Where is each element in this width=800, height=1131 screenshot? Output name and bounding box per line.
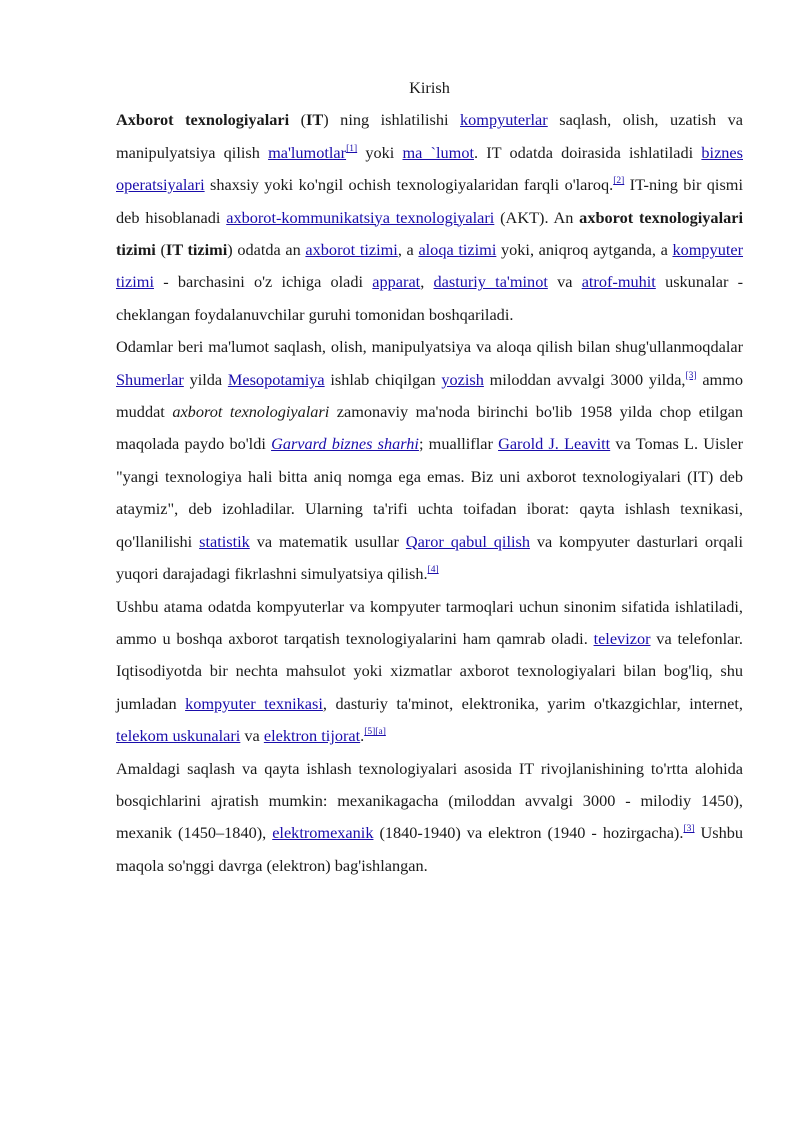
paragraph	[116, 591, 743, 753]
body-text: IT-ning bir qismi deb hisoblanadi	[116, 175, 743, 227]
citation-link[interactable]: [1]	[346, 143, 358, 154]
citation-superscript	[683, 824, 694, 834]
body-text: yoki, aniqroq aytganda, a	[496, 240, 673, 260]
body-text: va	[240, 726, 264, 746]
hyperlink[interactable]: kompyuterlar	[460, 110, 548, 130]
body-text: ) ning ishlatilishi	[323, 110, 460, 130]
bold-text: Axborot texnologiyalari	[116, 110, 290, 130]
paragraph	[116, 331, 743, 590]
paragraph	[116, 104, 743, 331]
hyperlink[interactable]: ma'lumotlar	[268, 142, 347, 162]
hyperlink[interactable]: apparat	[372, 272, 421, 292]
body-text: miloddan avvalgi 3000 yilda,	[483, 369, 686, 389]
body-text: va	[547, 272, 582, 292]
body-text: , dasturiy ta'minot, elektronika, yarim o'tkazgichlar, internet,	[322, 693, 743, 713]
article-body	[116, 72, 743, 882]
citation-superscript	[686, 371, 697, 381]
hyperlink[interactable]: Qaror qabul qilish	[405, 531, 530, 551]
body-text: , a	[397, 240, 419, 260]
body-text: uskunalar - cheklangan foydalanuvchilar guruhi tomonidan boshqariladi.	[116, 272, 744, 324]
body-text: yilda	[183, 369, 228, 389]
italic-text: axborot texnologiyalari	[172, 402, 330, 422]
body-text: va kompyuter dasturlari orqali yuqori darajadagi fikrlashni simulyatsiya qilish.	[116, 531, 743, 584]
citation-superscript	[428, 565, 439, 575]
hyperlink[interactable]: televizor	[593, 628, 651, 648]
body-text: va matematik usullar	[249, 531, 406, 551]
citation-link[interactable]: [3]	[683, 824, 695, 835]
body-text: yoki	[357, 142, 403, 162]
body-text: (AKT). An	[494, 207, 580, 227]
hyperlink[interactable]: statistik	[199, 531, 250, 551]
hyperlink[interactable]: Shumerlar	[116, 369, 184, 389]
hyperlink[interactable]: ma `lumot	[402, 142, 474, 162]
hyperlink[interactable]: Garold J. Leavitt	[498, 434, 611, 454]
citation-superscript	[613, 176, 624, 186]
citation-link[interactable]: [4]	[427, 564, 439, 575]
body-text: shaxsiy yoki ko'ngil ochish texnologiyalaridan farqli o'laroq.	[204, 175, 614, 195]
hyperlink[interactable]: biznes operatsiyalari	[116, 142, 743, 195]
hyperlink[interactable]: kompyuter tizimi	[116, 240, 744, 292]
body-text: Odamlar beri ma'lumot saqlash, olish, manipulyatsiya va aloqa qilish bilan shug'ullanmoqdalar	[116, 337, 743, 357]
hyperlink[interactable]: axborot-kommunikatsiya texnologiyalari	[226, 207, 495, 227]
paragraph-container	[116, 104, 743, 882]
hyperlink[interactable]: Garvard biznes sharhi	[271, 434, 419, 454]
hyperlink[interactable]: axborot tizimi	[305, 240, 398, 260]
citation-link[interactable]: [2]	[613, 176, 625, 187]
citation-link[interactable]: [5][a]	[364, 727, 386, 737]
citation-superscript	[346, 144, 357, 154]
body-text: . IT odatda doirasida ishlatiladi	[473, 142, 702, 162]
body-text: va Tomas L. Uisler "yangi texnologiya hali bitta aniq nomga ega emas. Biz uni axborot texnologiyalari (IT) deb ataymiz", deb izohladilar. Ularning ta'rifi uchta toifadan iborat: qayta ishlash texnikasi, qo'llanilishi	[116, 434, 744, 551]
citation-superscript	[364, 727, 386, 737]
body-text: saqlash, olish, uzatish va manipulyatsiya qilish	[116, 110, 743, 162]
body-text: ishlab chiqilgan	[324, 369, 442, 389]
body-text: ,	[420, 272, 434, 292]
body-text: Ushbu atama odatda kompyuterlar va kompyuter tarmoqlari uchun sinonim sifatida ishlatiladi, ammo u boshqa axborot tarqatish texnologiyalarini ham qamrab oladi.	[116, 596, 743, 648]
paragraph	[116, 753, 743, 883]
body-text: (	[155, 240, 166, 260]
hyperlink[interactable]: kompyuter texnikasi	[185, 693, 323, 713]
hyperlink[interactable]: Mesopotamiya	[227, 369, 325, 389]
hyperlink[interactable]: elektromexanik	[272, 823, 374, 843]
body-text: ) odatda an	[227, 240, 306, 260]
hyperlink[interactable]: atrof-muhit	[581, 272, 656, 292]
body-text: Ushbu maqola so'nggi davrga (elektron) bag'ishlangan.	[116, 823, 744, 875]
body-text: ; mualliflar	[418, 434, 499, 454]
body-text: (	[289, 110, 307, 130]
body-text: - barchasini o'z ichiga oladi	[153, 272, 373, 292]
hyperlink[interactable]: dasturiy ta'minot	[433, 272, 548, 292]
hyperlink[interactable]: elektron tijorat	[263, 726, 361, 746]
citation-link[interactable]: [3]	[685, 370, 697, 381]
bold-text: IT	[306, 110, 324, 130]
bold-text: IT tizimi	[165, 240, 228, 260]
hyperlink[interactable]: aloqa tizimi	[418, 240, 497, 260]
page-title: Kirish	[409, 78, 450, 97]
body-text: Amaldagi saqlash va qayta ishlash texnologiyalari asosida IT rivojlanishining to'rtta alohida bosqichlarini ajratish mumkin: mexanikagacha (miloddan avvalgi 3000 - milodiy 1450), mexanik (1450–1840),	[116, 758, 743, 843]
body-text: zamonaviy ma'noda birinchi bo'lib 1958 yilda chop etilgan maqolada paydo bo'ldi	[116, 402, 744, 454]
bold-text: axborot texnologiyalari tizimi	[116, 207, 743, 260]
body-text: (1840-1940) va elektron (1940 - hozirgacha).	[373, 823, 684, 843]
body-text: ammo muddat	[116, 369, 744, 422]
body-text: va telefonlar. Iqtisodiyotda bir nechta mahsulot yoki xizmatlar axborot texnologiyalari bilan bog'liq, shu jumladan	[116, 628, 744, 713]
hyperlink[interactable]: yozish	[441, 369, 484, 389]
body-text: .	[360, 726, 365, 746]
hyperlink[interactable]: telekom uskunalari	[116, 726, 241, 746]
